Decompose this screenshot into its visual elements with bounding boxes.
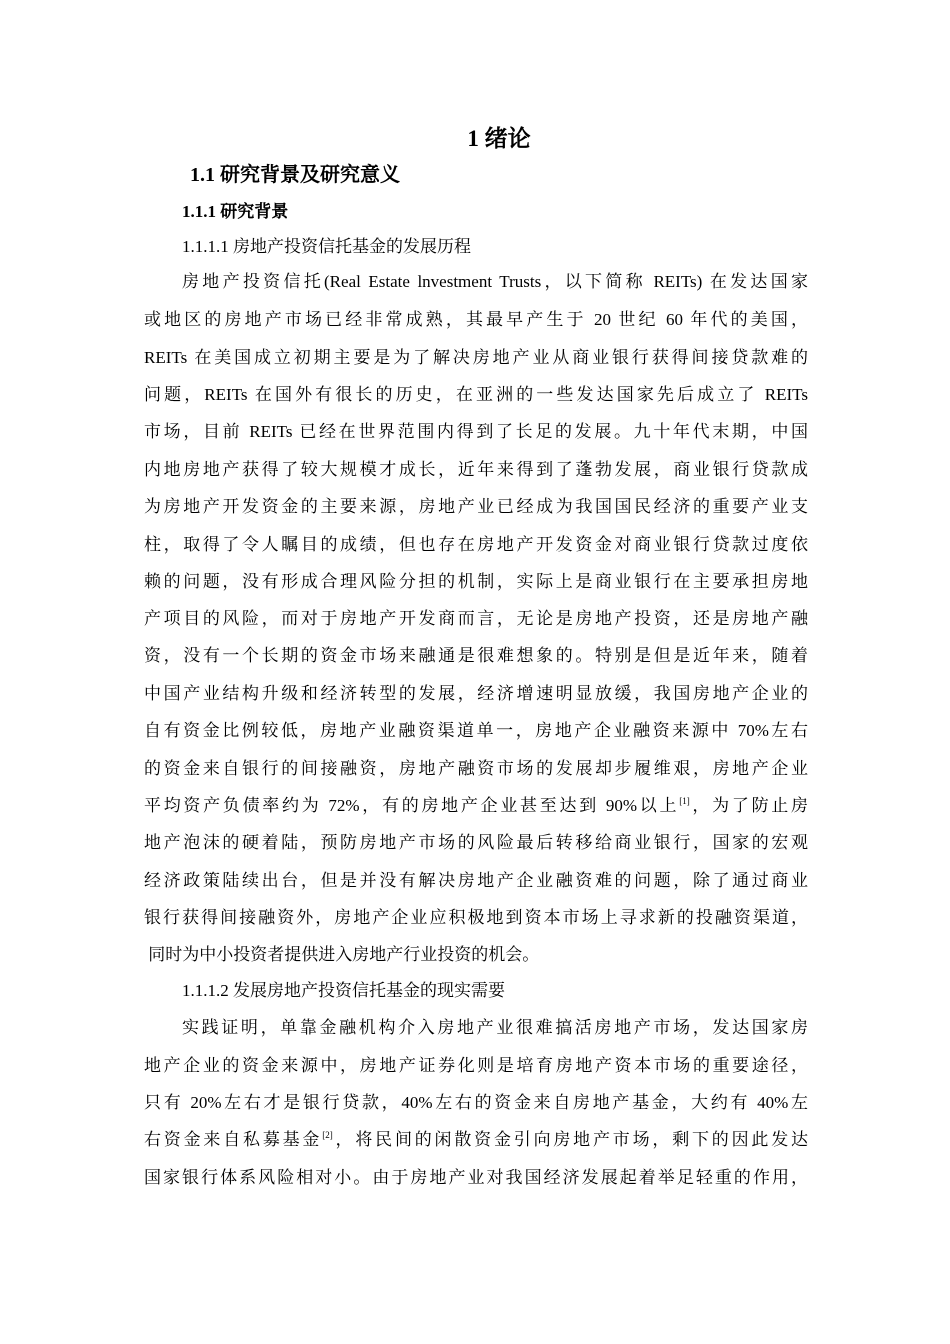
paragraph-line: 市场，目前 REITs 已经在世界范围内得到了长足的发展。九十年代末期，中国 (144, 422, 808, 441)
section-title: 1.1 研究背景及研究意义 (190, 164, 400, 186)
text-run: 平均资产负债率约为 72%，有的房地产企业甚至达到 90%以上 (144, 796, 680, 815)
paragraph-line: 或地区的房地产市场已经非常成熟，其最早产生于 20 世纪 60 年代的美国， (144, 310, 808, 329)
heading-1-1-1-1: 1.1.1.1 房地产投资信托基金的发展历程 (182, 237, 471, 256)
paragraph-line-with-citation (144, 791, 808, 821)
paragraph-line: 地产泡沫的硬着陆，预防房地产市场的风险最后转移给商业银行，国家的宏观 (144, 833, 808, 852)
subsection-title: 1.1.1 研究背景 (182, 202, 289, 221)
citation-ref: [2] (322, 1130, 333, 1140)
paragraph-line: 地产企业的资金来源中，房地产证券化则是培育房地产资本市场的重要途径， (144, 1056, 808, 1075)
paragraph-line: 实践证明，单靠金融机构介入房地产业很难搞活房地产市场，发达国家房 (182, 1018, 808, 1037)
paragraph-line: 内地房地产获得了较大规模才成长，近年来得到了蓬勃发展，商业银行贷款成 (144, 460, 808, 479)
paragraph-line: REITs 在美国成立初期主要是为了解决房地产业从商业银行获得间接贷款难的 (144, 348, 808, 367)
paragraph-line: 房地产投资信托(Real Estate lnvestment Trusts，以下简称 REITs) 在发达国家 (182, 272, 808, 291)
heading-1-1-1-2: 1.1.1.2 发展房地产投资信托基金的现实需要 (182, 981, 505, 1000)
text-run: ，将民间的闲散资金引向房地产市场，剩下的因此发达 (332, 1130, 809, 1149)
paragraph-line: 中国产业结构升级和经济转型的发展，经济增速明显放缓，我国房地产企业的 (144, 684, 808, 703)
paragraph-line: 国家银行体系风险相对小。由于房地产业对我国经济发展起着举足轻重的作用， (144, 1168, 808, 1187)
paragraph-line-with-citation (144, 1125, 808, 1155)
text-run: 右资金来自私募基金 (144, 1130, 323, 1149)
paragraph-line: 柱，取得了令人瞩目的成绩，但也存在房地产开发资金对商业银行贷款过度依 (144, 535, 808, 554)
citation-ref: [1] (679, 796, 690, 806)
paragraph-line: 经济政策陆续出台，但是并没有解决房地产企业融资难的问题，除了通过商业 (144, 871, 808, 890)
paragraph-line: 问题，REITs 在国外有很长的历史，在亚洲的一些发达国家先后成立了 REITs (144, 385, 808, 404)
paragraph-line: 同时为中小投资者提供进入房地产行业投资的机会。 (144, 945, 540, 964)
chapter-title: 1 绪论 (467, 126, 531, 151)
paragraph-line: 资，没有一个长期的资金市场来融通是很难想象的。特别是但是近年来，随着 (144, 646, 808, 665)
paragraph-line: 银行获得间接融资外，房地产企业应积极地到资本市场上寻求新的投融资渠道， (144, 908, 808, 927)
paragraph-line: 为房地产开发资金的主要来源，房地产业已经成为我国国民经济的重要产业支 (144, 497, 808, 516)
paragraph-line: 只有 20%左右才是银行贷款，40%左右的资金来自房地产基金，大约有 40%左 (144, 1093, 808, 1112)
paragraph-line: 自有资金比例较低，房地产业融资渠道单一，房地产企业融资来源中 70%左右 (144, 721, 808, 740)
paragraph-line: 产项目的风险，而对于房地产开发商而言，无论是房地产投资，还是房地产融 (144, 609, 808, 628)
text-run: ，为了防止房 (689, 796, 809, 815)
paragraph-line: 赖的问题，没有形成合理风险分担的机制，实际上是商业银行在主要承担房地 (144, 572, 808, 591)
paragraph-line: 的资金来自银行的间接融资，房地产融资市场的发展却步履维艰，房地产企业 (144, 759, 808, 778)
